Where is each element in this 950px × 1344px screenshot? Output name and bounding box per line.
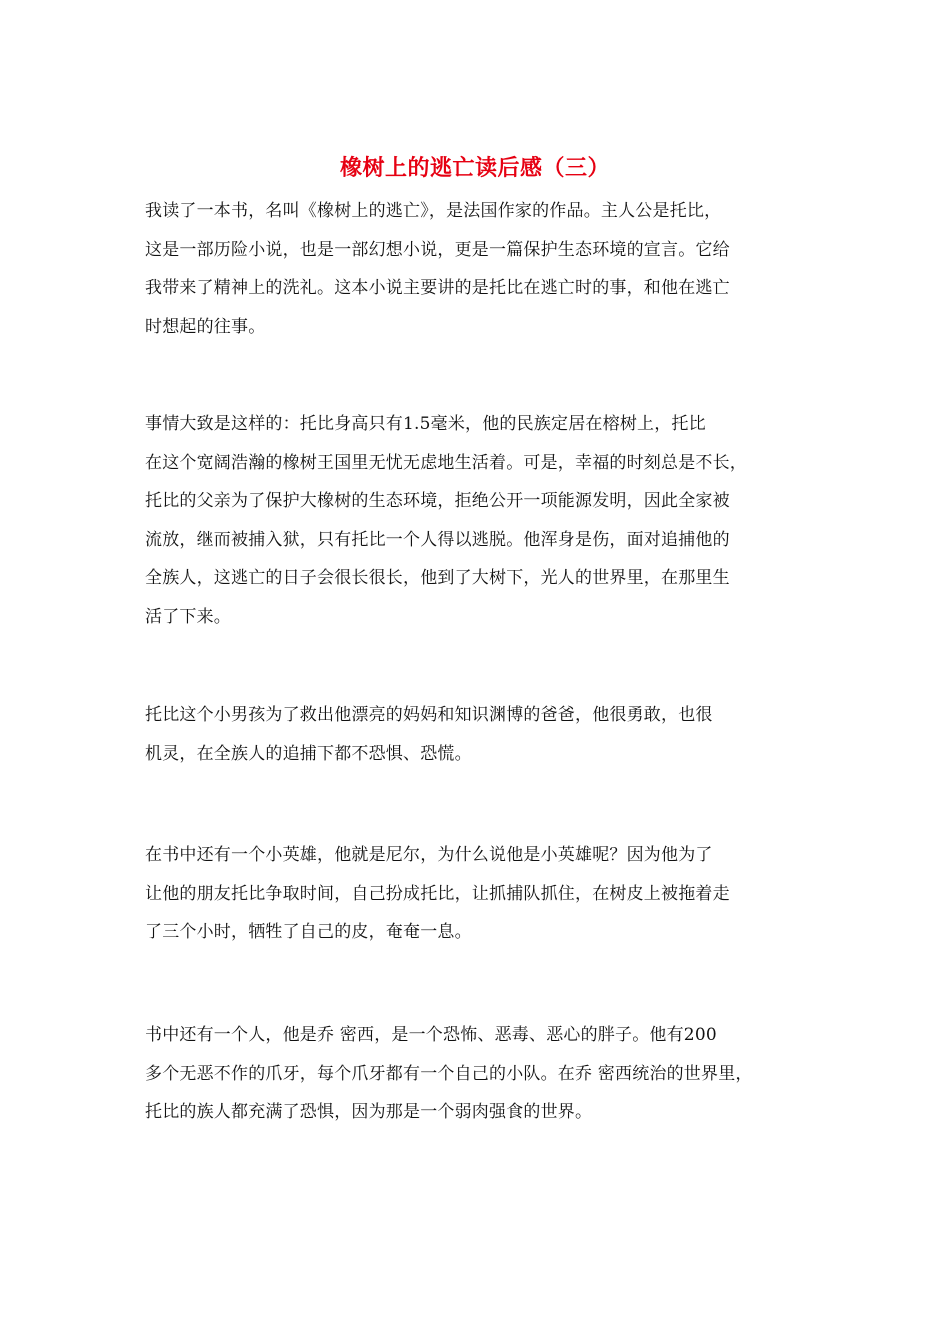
- paragraph-joe-mitch: 书中还有一个人，他是乔 密西，是一个恐怖、恶毒、恶心的胖子。他有200 多个无恶不作的爪牙，每个爪牙都有一个自己的小队。在乔 密西统治的世界里， 托比的族人都充满了恐惧，因为那是一个弱肉强食的世界。: [145, 1025, 753, 1122]
- paragraph-neil-hero: 在书中还有一个小英雄，他就是尼尔，为什么说他是小英雄呢？因为他为了 让他的朋友托比争取时间，自己扮成托比，让抓捕队抓住，在树皮上被拖着走 了三个小时，牺牲了自己的皮，奄奄一息。: [145, 845, 730, 942]
- document-title: 橡树上的逃亡读后感（三）: [339, 155, 610, 181]
- paragraph-toby-bravery: 托比这个小男孩为了救出他漂亮的妈妈和知识渊博的爸爸，他很勇敢，也很 机灵，在全族人的追捕下都不恐惧、恐慌。: [145, 705, 713, 764]
- paragraph-intro: 我读了一本书，名叫《橡树上的逃亡》，是法国作家的作品。主人公是托比， 这是一部历险小说，也是一部幻想小说，更是一篇保护生态环境的宣言。它给 我带来了精神上的洗礼。这本小说主要讲的是托比在逃亡时的事，和他在逃亡 时想起的往事。: [145, 201, 730, 337]
- paragraph-story-summary: 事情大致是这样的：托比身高只有1.5毫米，他的民族定居在榕树上，托比 在这个宽阔浩瀚的橡树王国里无忧无虑地生活着。可是，幸福的时刻总是不长， 托比的父亲为了保护大橡树的生态环境，拒绝公开一项能源发明，因此全家被 流放，继而被捕入狱，只有托比一个人得以逃脱。他浑身是伤，面对追捕他的 全族人，这逃亡的日子会很长很长，他到了大树下，光人的世界里，在那里生 活了下来。: [145, 414, 747, 627]
